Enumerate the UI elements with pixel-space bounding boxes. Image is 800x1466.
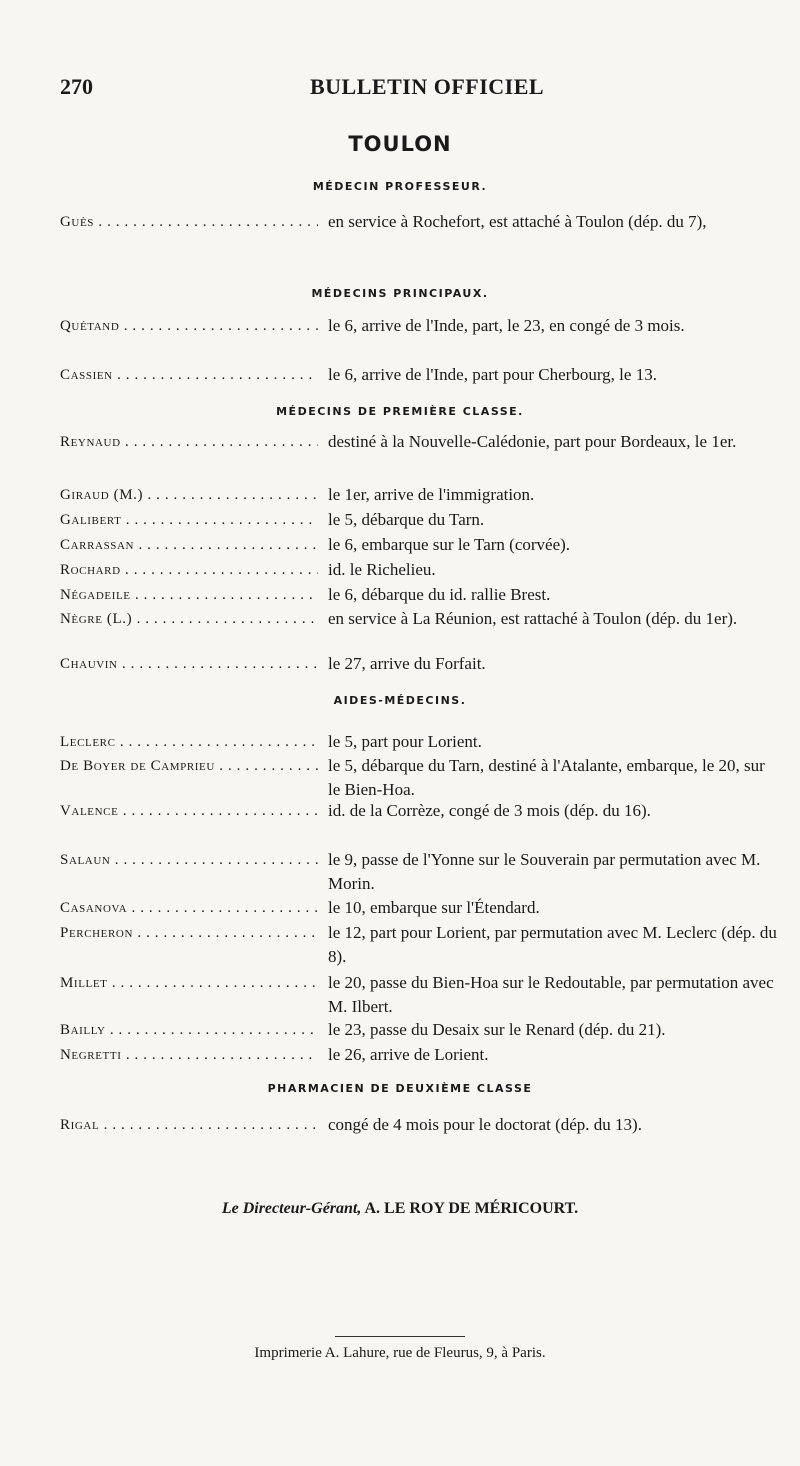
list-item — [60, 314, 780, 362]
entry-text: le 5, débarque du Tarn, destiné à l'Atalante, embarque, le 20, sur le Bien-Hoa. — [328, 756, 765, 799]
entry-text: le 10, embarque sur l'Étendard. — [328, 898, 540, 917]
entry-name: Reynaud . . . — [60, 430, 318, 454]
entry-text: le 5, part pour Lorient. — [328, 732, 482, 751]
list-item — [60, 848, 780, 896]
entry-name: Bailly . . . — [60, 1018, 318, 1042]
entry-name: Giraud (M.) . . . — [60, 483, 318, 507]
entry-text: destiné à la Nouvelle-Calédonie, part pour Bordeaux, le 1er. — [328, 432, 737, 451]
entry-text: le 9, passe de l'Yonne sur le Souverain par permutation avec M. Morin. — [328, 850, 761, 893]
list-item — [60, 430, 780, 478]
entry-text: le 1er, arrive de l'immigration. — [328, 485, 535, 504]
entry-text: le 26, arrive de Lorient. — [328, 1045, 489, 1064]
entry-name: Carrassan . . . — [60, 533, 318, 557]
section-heading-city: TOULON — [348, 132, 452, 156]
entry-name: Casanova . . . — [60, 896, 318, 920]
entry-text: en service à Rochefort, est attaché à Toulon (dép. du 7), — [328, 212, 707, 231]
list-item — [60, 799, 780, 847]
entry-text: le 6, débarque du id. rallie Brest. — [328, 585, 551, 604]
entry-text: le 6, embarque sur le Tarn (corvée). — [328, 535, 571, 554]
list-item — [60, 921, 780, 969]
divider — [335, 1336, 465, 1337]
entry-text: id. de la Corrèze, congé de 3 mois (dép. du 16). — [328, 801, 651, 820]
section-title: MÉDECIN PROFESSEUR. — [312, 180, 488, 193]
entry-text: le 20, passe du Bien-Hoa sur le Redoutable, par permutation avec M. Ilbert. — [328, 973, 774, 1016]
list-item — [60, 607, 780, 655]
entry-name: Valence . . . — [60, 799, 318, 823]
entry-name: Guès . . . — [60, 210, 318, 234]
entry-text: le 12, part pour Lorient, par permutation avec M. Leclerc (dép. du 8). — [328, 923, 777, 966]
list-item — [60, 210, 780, 258]
page-header — [60, 74, 760, 108]
entry-text: le 27, arrive du Forfait. — [328, 654, 486, 673]
entry-name: Chauvin . . . — [60, 652, 318, 676]
entry-name: Millet . . . — [60, 971, 318, 995]
list-item — [60, 971, 780, 1019]
entry-name: Galibert . . . — [60, 508, 318, 532]
entry-name: Quétand . . . — [60, 314, 318, 338]
entry-name: Percheron . . . — [60, 921, 318, 945]
entry-text: le 5, débarque du Tarn. — [328, 510, 485, 529]
printer-imprint: Imprimerie A. Lahure, rue de Fleurus, 9, à Paris. — [254, 1345, 546, 1361]
page-number: 270 — [60, 74, 93, 99]
entry-name: Leclerc . . . — [60, 730, 318, 754]
signature-title: Le Directeur-Gérant, — [221, 1200, 362, 1217]
signature — [0, 1200, 800, 1218]
entry-text: en service à La Réunion, est rattaché à Toulon (dép. du 1er). — [328, 609, 738, 628]
list-item — [60, 754, 780, 802]
section-title: PHARMACIEN DE DEUXIÈME CLASSE — [267, 1082, 533, 1095]
entry-name: Négadeile . . . — [60, 583, 318, 607]
entry-name: Salaun . . . — [60, 848, 318, 872]
entry-name: Rigal . . . — [60, 1113, 318, 1137]
entry-text: le 6, arrive de l'Inde, part pour Cherbourg, le 13. — [328, 365, 657, 384]
running-title: BULLETIN OFFICIEL — [310, 74, 545, 99]
entry-name: Nègre (L.) . . . — [60, 607, 318, 631]
list-item — [60, 363, 780, 387]
entry-name: Cassien . . . — [60, 363, 318, 387]
entry-text: le 6, arrive de l'Inde, part, le 23, en congé de 3 mois. — [328, 316, 685, 335]
signature-name: A. LE ROY DE MÉRICOURT. — [364, 1200, 579, 1217]
section-title: AIDES-MÉDECINS. — [333, 694, 467, 707]
entry-text: le 23, passe du Desaix sur le Renard (dép. du 21). — [328, 1020, 666, 1039]
entry-text: congé de 4 mois pour le doctorat (dép. du 13). — [328, 1115, 642, 1134]
entry-text: id. le Richelieu. — [328, 560, 436, 579]
section-title: MÉDECINS PRINCIPAUX. — [311, 287, 489, 300]
entry-name: De Boyer de Camprieu . . . — [60, 754, 318, 778]
section-title: MÉDECINS DE PREMIÈRE CLASSE. — [276, 405, 524, 418]
entry-name: Negretti . . . — [60, 1043, 318, 1067]
entry-name: Rochard . . . — [60, 558, 318, 582]
